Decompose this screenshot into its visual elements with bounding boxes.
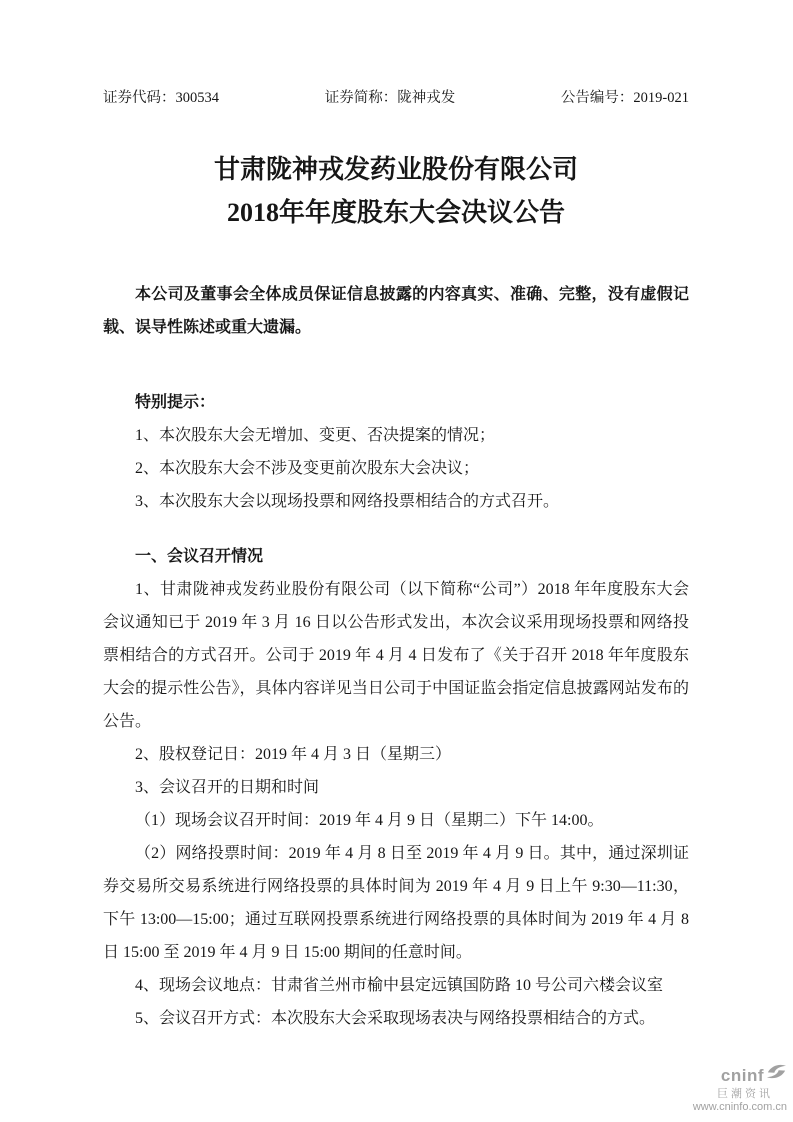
section-paragraph-3: 3、会议召开的日期和时间 [135,779,320,796]
section-heading: 一、会议召开情况 [135,548,264,565]
special-notice-heading: 特别提示： [135,394,216,411]
section-paragraph-5: （2）网络投票时间：2019 年 4 月 8 日至 2019 年 4 月 9 日。其中，通过深圳证券交易所交易系统进行网络投票的具体时间为 2019 年 4 月 9 日上午 9:30—11:30，下午 13:00—15:00；通过互联网投票系统进行网络投票的具体时间为 2019 年 4 月 8 日 15:00 至 2019 年 4 月 9 日 15:00 期间的任意时间。 [103,845,689,961]
document-title [103,148,689,234]
doc-header [103,88,689,108]
cninfo-logo-text: cninf [720,1066,764,1086]
company-name-title: 甘肃陇神戎发药业股份有限公司 [213,155,578,184]
special-notice-item-3: 3、本次股东大会以现场投票和网络投票相结合的方式召开。 [135,493,560,510]
disclosure-statement: 本公司及董事会全体成员保证信息披露的内容真实、准确、完整，没有虚假记载、误导性陈述或重大遗漏。 [103,286,689,336]
cninfo-swirl-icon [766,1062,787,1086]
cninfo-chinese-name: 巨潮资讯 [717,1087,773,1100]
stock-name-label: 证券简称：陇神戎发 [324,90,456,106]
meeting-convening-section [103,540,689,1035]
announcement-title: 2018年年度股东大会决议公告 [226,198,565,227]
special-notice-item-1: 1、本次股东大会无增加、变更、否决提案的情况； [135,427,496,444]
stock-code-label: 证券代码：300534 [103,90,219,106]
cninfo-watermark [693,1065,787,1114]
disclosure-statement-block [103,278,689,344]
section-paragraph-6: 4、现场会议地点：甘肃省兰州市榆中县定远镇国防路 10 号公司六楼会议室 [135,977,664,994]
special-notice-item-2: 2、本次股东大会不涉及变更前次股东大会决议； [135,460,480,477]
section-paragraph-7: 5、会议召开方式：本次股东大会采取现场表决与网络投票相结合的方式。 [135,1010,656,1027]
special-notice-section [103,386,689,518]
section-paragraph-2: 2、股权登记日：2019 年 4 月 3 日（星期三） [135,746,452,763]
announcement-number-label: 公告编号：2019-021 [560,90,689,106]
section-paragraph-4: （1）现场会议召开时间：2019 年 4 月 9 日（星期二）下午 14:00。 [135,812,604,829]
cninfo-url: www.cninfo.com.cn [692,1101,787,1114]
section-paragraph-1: 1、甘肃陇神戎发药业股份有限公司（以下简称“公司”）2018 年年度股东大会会议通知已于 2019 年 3 月 16 日以公告形式发出，本次会议采用现场投票和网络投票相结合的方式召开。公司于 2019 年 4 月 4 日发布了《关于召开 2018 年年度股东大会的提示性公告》，具体内容详见当日公司于中国证监会指定信息披露网站发布的公告。 [103,581,689,730]
cninfo-logo-row [693,1065,787,1086]
